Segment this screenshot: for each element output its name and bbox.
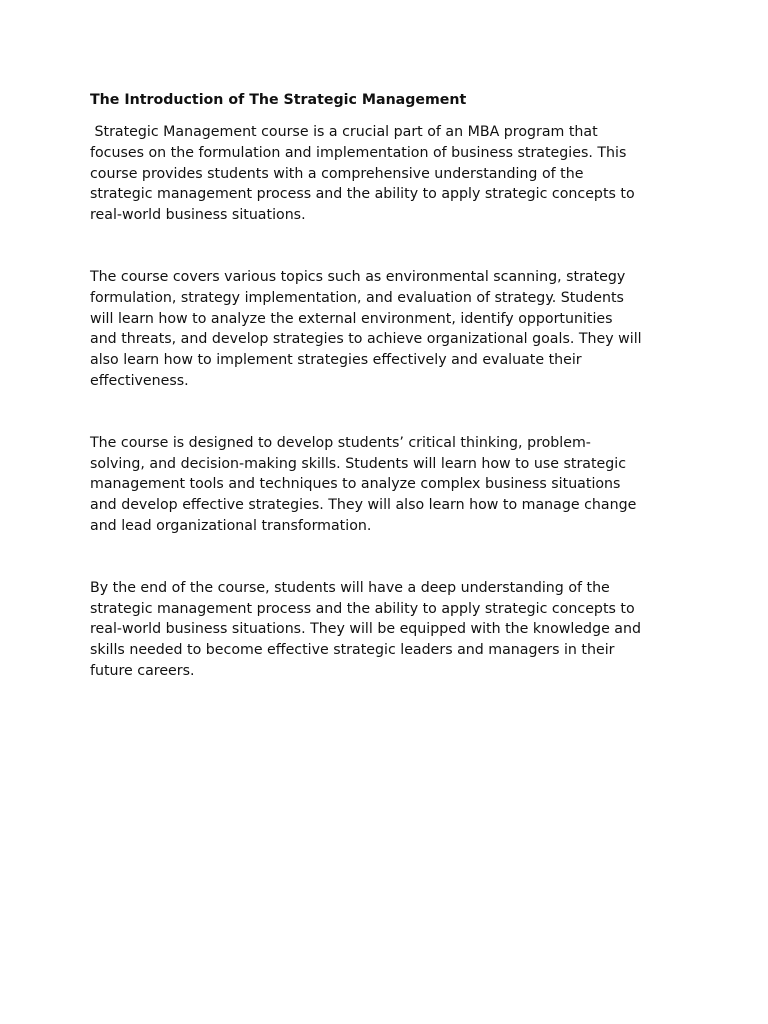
paragraph-skills: The course is designed to develop students’ critical thinking, problem- solving, and decision-making skills. Students will learn how to use strategic management tools and techniques to analyze complex business situations and develop effective strategies. They will also learn how to manage change and lead organizational transformation.: [90, 434, 637, 534]
paragraph-intro: Strategic Management course is a crucial part of an MBA program that focuses on the formulation and implementation of business strategies. This course provides students with a comprehensive understanding of the strategic management process and the ability to apply strategic concepts to real-world business situations.: [90, 124, 635, 224]
paragraph-outcomes: By the end of the course, students will have a deep understanding of the strategic management process and the ability to apply strategic concepts to real-world business situations. They will be equipped with the knowledge and skills needed to become effective strategic leaders and managers in their future careers.: [90, 579, 641, 679]
document-body: [90, 90, 682, 682]
paragraph-topics: The course covers various topics such as environmental scanning, strategy formulation, strategy implementation, and evaluation of strategy. Students will learn how to analyze the external environment, identify opportunities and threats, and develop strategies to achieve organizational goals. They will also learn how to implement strategies effectively and evaluate their effectiveness.: [90, 268, 642, 389]
document-title: The Introduction of The Strategic Management: [90, 92, 467, 108]
